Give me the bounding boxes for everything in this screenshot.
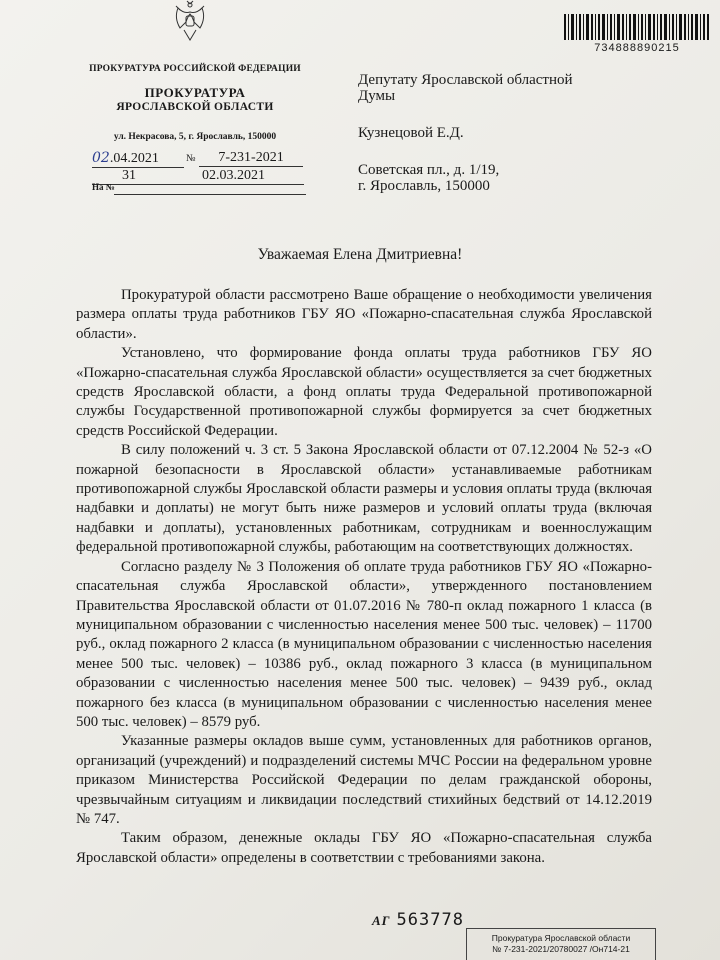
recipient-block — [358, 72, 678, 194]
reg-date-line — [92, 150, 184, 168]
recipient-address1: Советская пл., д. 1/19, — [358, 162, 500, 178]
reg-date-day: 02 — [92, 150, 110, 166]
sender-header — [80, 64, 310, 142]
ref-number: 31 — [92, 168, 186, 185]
sender-subtitle: ЯРОСЛАВСКОЙ ОБЛАСТИ — [116, 101, 274, 113]
reg-date: .04.2021 — [109, 151, 159, 166]
stamp-line2: № 7-231-2021/20780027 /Он714-21 — [492, 944, 630, 954]
sender-address: ул. Некрасова, 5, г. Ярославль, 150000 — [113, 132, 277, 142]
number-sign: № — [186, 153, 196, 164]
paragraph: Установлено, что формирование фонда оплаты труда работников ГБУ ЯО «Пожарно-спасательная служба Ярославской области» осуществляется за счет бюджетных средств Ярославской области, а фонд оплаты труда Федеральной противопожарной службы Государственной противопожарной службы формируется за счет бюджетных средств Российской Федерации. — [76, 345, 652, 439]
reg-number-line — [186, 150, 303, 167]
reg-number: 7-231-2021 — [199, 150, 303, 167]
serial-prefix: АГ — [372, 913, 391, 928]
recipient-address2: г. Ярославль, 150000 — [358, 178, 490, 194]
paragraph: Прокуратурой области рассмотрено Ваше обращение о необходимости увеличения размера оплаты труда работников ГБУ ЯО «Пожарно-спасательная служба Ярославской области». — [76, 287, 652, 342]
reg-ref-line — [92, 168, 304, 185]
ref-date: 02.03.2021 — [186, 168, 304, 185]
recipient-line1: Депутату Ярославской областной — [358, 72, 573, 88]
salutation: Уважаемая Елена Дмитриевна! — [257, 246, 463, 263]
recipient-name: Кузнецовой Е.Д. — [358, 125, 464, 141]
sender-title: ПРОКУРАТУРА — [144, 85, 246, 100]
on-number-line — [114, 194, 306, 195]
paragraph: Указанные размеры окладов выше сумм, установленных для работников органов, организаций (учреждений) и подразделений системы МЧС России на федеральном уровне приказом Министерства Российской Федерации по делам гражданской обороны, чрезвычайным ситуациям и ликвидации последствий стихийных бедствий от 14.12.2019 № 747. — [76, 733, 652, 827]
paragraph: Таким образом, денежные оклады ГБУ ЯО «Пожарно-спасательная служба Ярославской области» определены в соответствии с требованиями закона. — [76, 830, 652, 866]
form-serial — [372, 910, 464, 930]
on-number-label: На № — [92, 182, 115, 192]
coat-of-arms-icon — [170, 0, 210, 42]
paragraph: В силу положений ч. 3 ст. 5 Закона Ярославской области от 07.12.2004 № 52-з «О пожарной безопасности в Ярославской области» устанавливаемые работникам противопожарной службы Ярославской области размеры и условия оплаты труда (включая надбавки и доплаты) не могут быть ниже размеров и условий оплаты труда (включая надбавки и доплаты), установленных работникам, сотрудникам и военнослужащим федеральной противопожарной службы, работающим на соответствующих должностях. — [76, 442, 652, 556]
letter-body — [76, 286, 652, 868]
stamp-line1: Прокуратура Ярославской области — [491, 933, 631, 943]
barcode — [562, 14, 712, 40]
registration-stamp — [466, 928, 656, 960]
serial-number: 563778 — [396, 910, 464, 930]
recipient-line2: Думы — [358, 88, 396, 104]
org-name: ПРОКУРАТУРА РОССИЙСКОЙ ФЕДЕРАЦИИ — [89, 64, 301, 74]
paragraph: Согласно разделу № 3 Положения об оплате труда работников ГБУ ЯО «Пожарно-спасательная служба Ярославской области», утвержденного постановлением Правительства Ярославской области от 01.07.2016 № 780-п оклад пожарного 1 класса (в муниципальном образовании с численностью населения менее 500 тыс. человек) – 11700 руб., оклад пожарного 2 класса (в муниципальном образовании с численностью населения менее 500 тыс. человек) – 10386 руб., оклад пожарного 3 класса (в муниципальном образовании с численностью населения менее 500 тыс. человек) – 9439 руб., оклад пожарного без класса (в муниципальном образовании с численностью населения менее 500 тыс. человек) – 8579 руб. — [76, 558, 652, 730]
barcode-number: 734888890215 — [594, 42, 680, 54]
